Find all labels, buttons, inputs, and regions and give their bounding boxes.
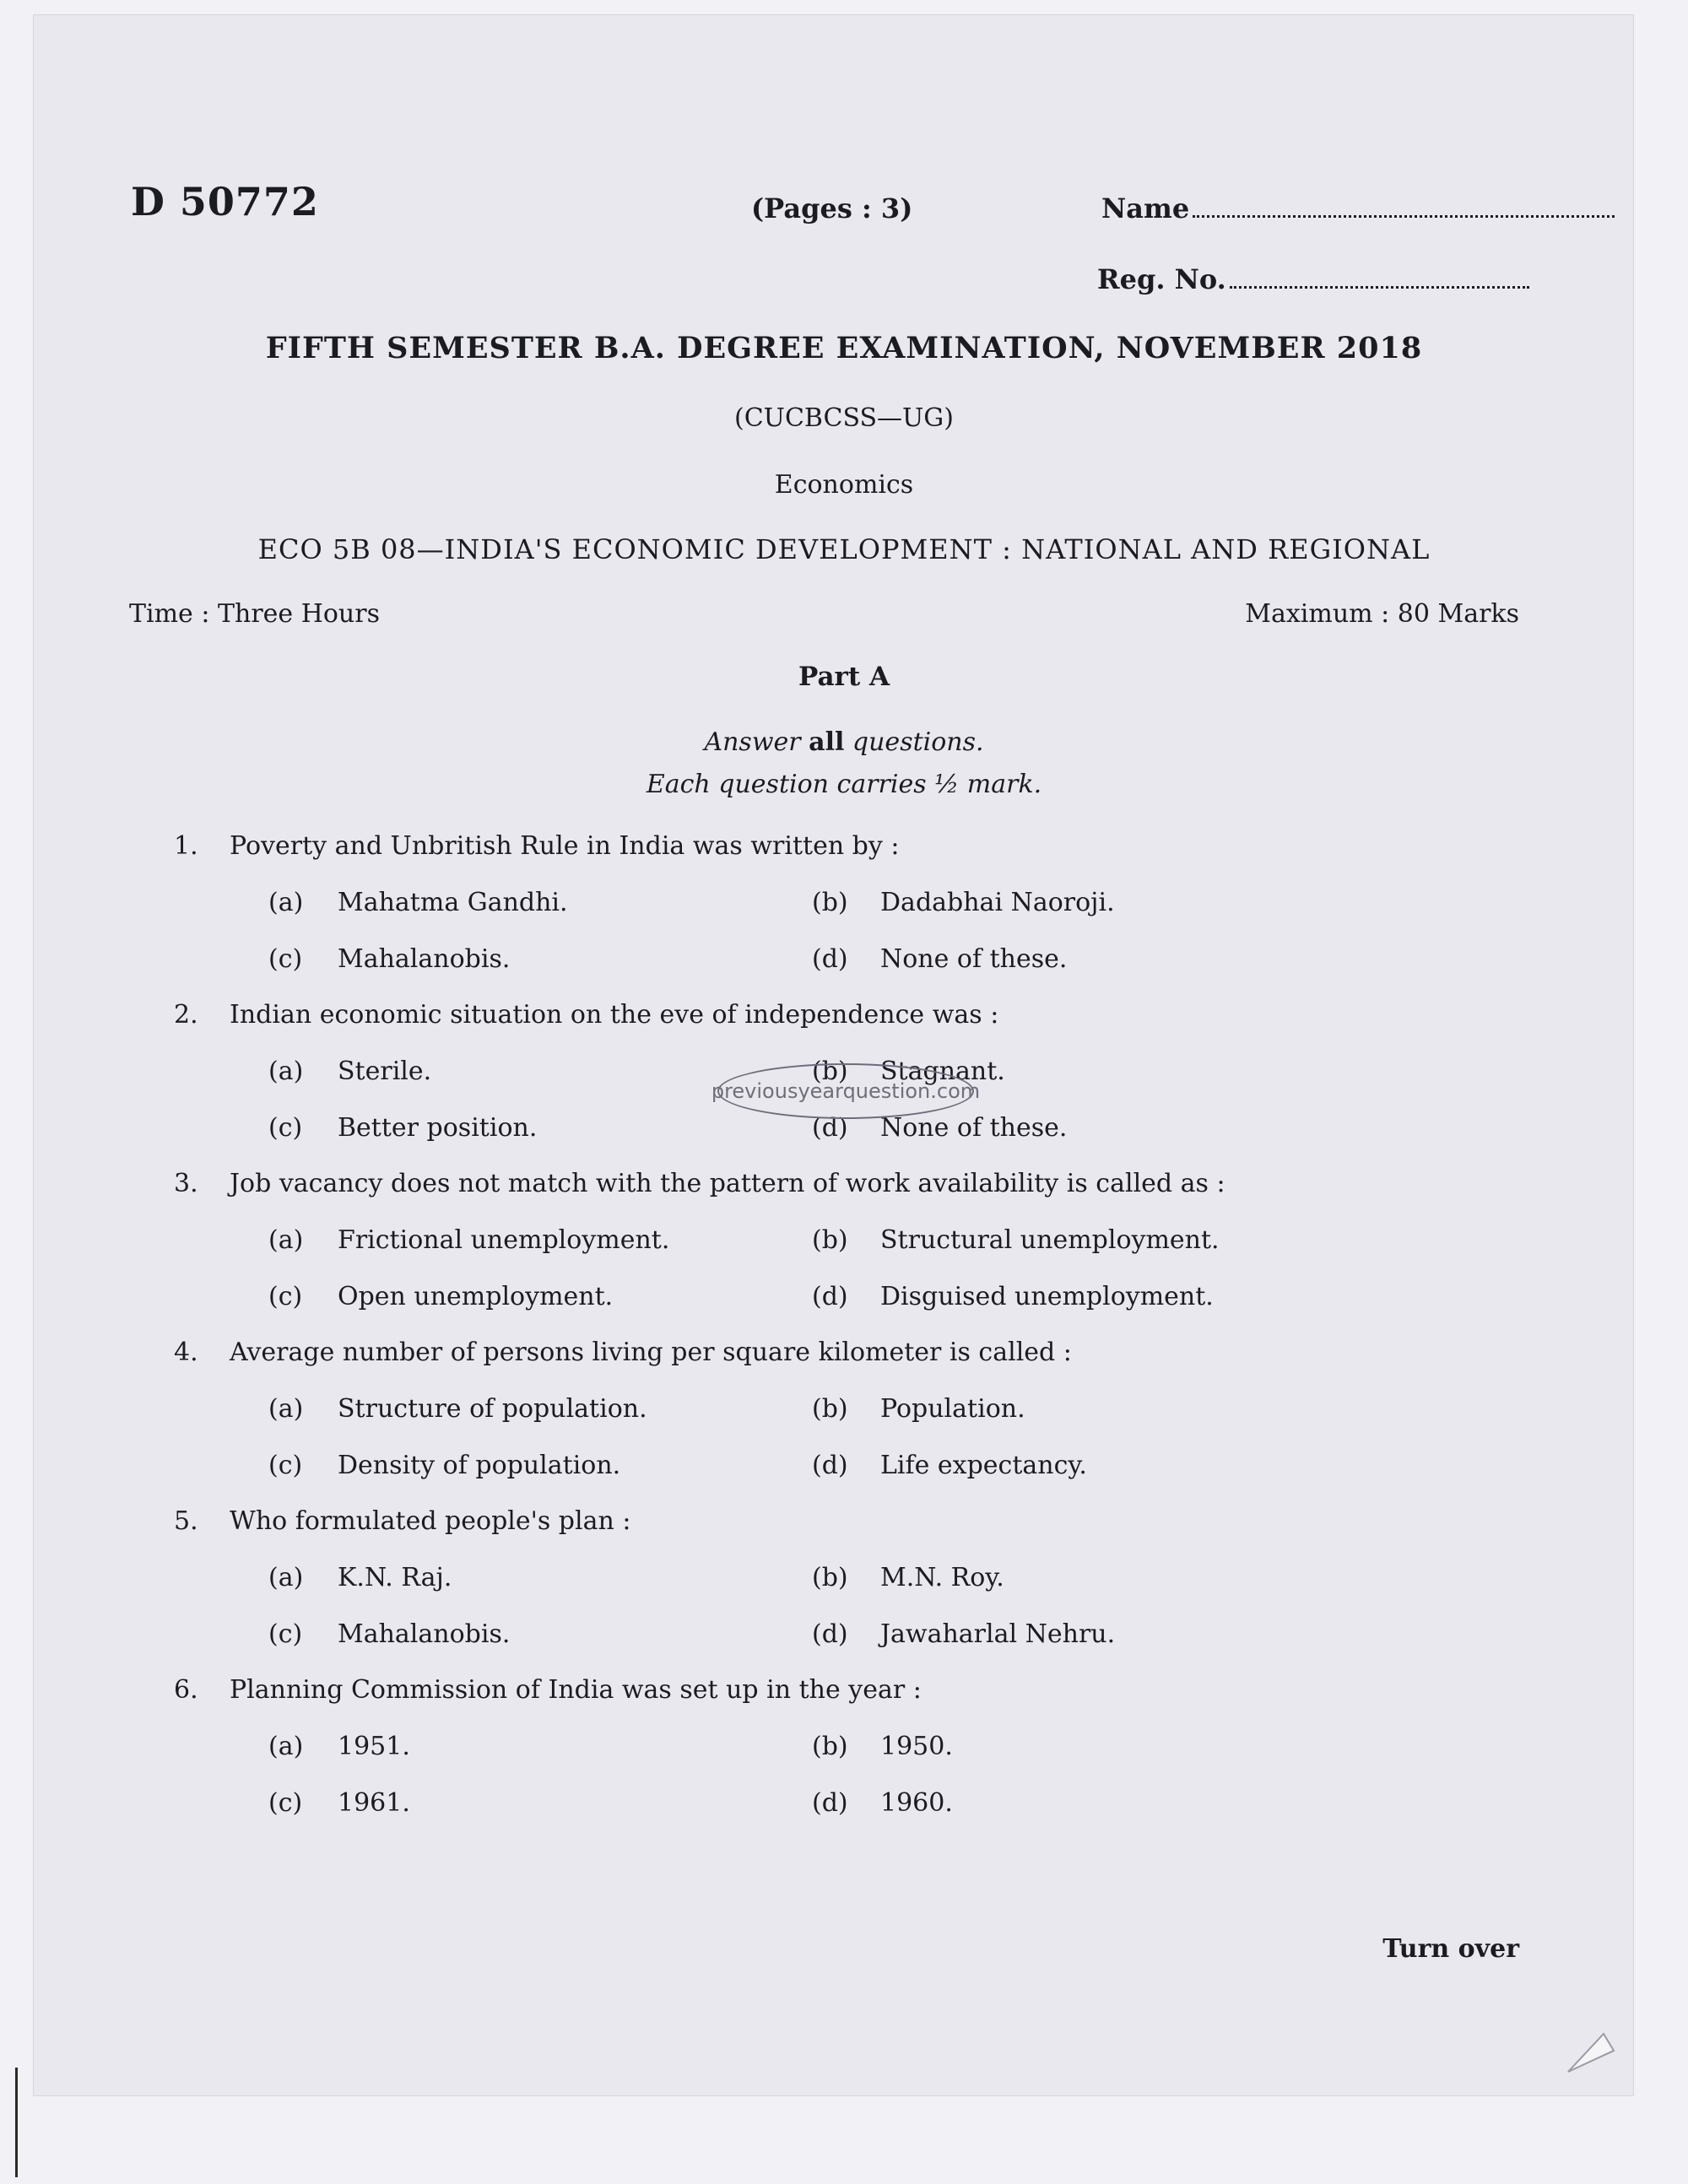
paper-title: ECO 5B 08—INDIA'S ECONOMIC DEVELOPMENT : NATIONAL AND REGIONAL	[257, 533, 1431, 565]
exam-sheet	[34, 15, 1633, 2095]
option-text: Mahalanobis.	[338, 1619, 511, 1649]
option-label: (a)	[268, 1225, 304, 1255]
option-text: Better position.	[338, 1113, 538, 1143]
subject: Economics	[774, 470, 914, 500]
question-text: Poverty and Unbritish Rule in India was written by :	[230, 831, 900, 861]
option-label: (c)	[268, 1113, 303, 1143]
option-label: (d)	[812, 1619, 848, 1649]
question-text: Planning Commission of India was set up in the year :	[230, 1675, 922, 1705]
option-label: (b)	[812, 888, 848, 917]
option-text: Disguised unemployment.	[880, 1282, 1214, 1311]
reg-no-dotted-line	[1230, 286, 1529, 289]
question-text: Average number of persons living per square kilometer is called :	[230, 1338, 1072, 1367]
question-text: Job vacancy does not match with the pattern of work availability is called as :	[230, 1169, 1225, 1198]
option-label: (d)	[812, 1113, 848, 1143]
option-label: (d)	[812, 1282, 848, 1311]
option-text: Life expectancy.	[880, 1451, 1087, 1480]
option-text: 1960.	[880, 1788, 953, 1818]
paper-code: D 50772	[131, 179, 319, 224]
instruction-line-2: Each question carries ½ mark.	[646, 770, 1042, 799]
exam-title: FIFTH SEMESTER B.A. DEGREE EXAMINATION, NOVEMBER 2018	[265, 331, 1423, 365]
option-label: (a)	[268, 888, 304, 917]
option-label: (d)	[812, 1788, 848, 1818]
option-label: (c)	[268, 1619, 303, 1649]
option-label: (b)	[812, 1732, 848, 1761]
option-text: 1950.	[880, 1732, 953, 1761]
scan-edge	[15, 2068, 18, 2177]
option-label: (a)	[268, 1563, 304, 1592]
question-number: 6.	[174, 1675, 198, 1705]
option-text: Structure of population.	[338, 1394, 647, 1424]
option-text: Stagnant.	[880, 1057, 1005, 1086]
question-text: Who formulated people's plan :	[230, 1506, 631, 1536]
option-text: Density of population.	[338, 1451, 621, 1480]
option-label: (b)	[812, 1394, 848, 1424]
name-field	[1101, 192, 1615, 224]
option-text: Structural unemployment.	[880, 1225, 1220, 1255]
question-text: Indian economic situation on the eve of independence was :	[230, 1000, 999, 1030]
question-number: 5.	[174, 1506, 198, 1536]
option-label: (d)	[812, 1451, 848, 1480]
name-dotted-line	[1193, 215, 1615, 218]
watermark-stamp: previousyearquestion.com	[717, 1063, 974, 1119]
part-heading: Part A	[798, 662, 890, 692]
question-number: 3.	[174, 1169, 198, 1198]
question-number: 4.	[174, 1338, 198, 1367]
page-count: (Pages : 3)	[751, 192, 913, 224]
option-text: Open unemployment.	[338, 1282, 614, 1311]
reg-no-field	[1097, 263, 1529, 295]
option-text: Dadabhai Naoroji.	[880, 888, 1115, 917]
option-text: None of these.	[880, 1113, 1068, 1143]
option-text: K.N. Raj.	[338, 1563, 452, 1592]
option-label: (b)	[812, 1563, 848, 1592]
option-label: (b)	[812, 1057, 848, 1086]
option-text: Mahatma Gandhi.	[338, 888, 568, 917]
question-number: 1.	[174, 831, 198, 861]
time-allowed: Time : Three Hours	[129, 599, 380, 629]
option-text: None of these.	[880, 944, 1068, 974]
option-text: Mahalanobis.	[338, 944, 511, 974]
option-text: 1961.	[338, 1788, 410, 1818]
option-label: (a)	[268, 1394, 304, 1424]
reg-no-label: Reg. No.	[1097, 263, 1226, 295]
option-text: Jawaharlal Nehru.	[880, 1619, 1116, 1649]
option-label: (c)	[268, 1788, 303, 1818]
scheme: (CUCBCSS—UG)	[734, 403, 954, 433]
option-text: M.N. Roy.	[880, 1563, 1004, 1592]
option-label: (b)	[812, 1225, 848, 1255]
option-label: (d)	[812, 944, 848, 974]
option-text: Sterile.	[338, 1057, 432, 1086]
instruction-line-1: Answer all questions.	[704, 727, 984, 757]
turn-over: Turn over	[1382, 1934, 1519, 1964]
option-label: (c)	[268, 1282, 303, 1311]
option-label: (a)	[268, 1732, 304, 1761]
page-curl-icon	[1561, 2025, 1620, 2084]
name-label: Name	[1101, 192, 1190, 224]
option-label: (c)	[268, 1451, 303, 1480]
option-label: (c)	[268, 944, 303, 974]
maximum-marks: Maximum : 80 Marks	[1245, 599, 1519, 629]
option-text: Population.	[880, 1394, 1025, 1424]
option-text: Frictional unemployment.	[338, 1225, 670, 1255]
question-number: 2.	[174, 1000, 198, 1030]
option-label: (a)	[268, 1057, 304, 1086]
option-text: 1951.	[338, 1732, 410, 1761]
